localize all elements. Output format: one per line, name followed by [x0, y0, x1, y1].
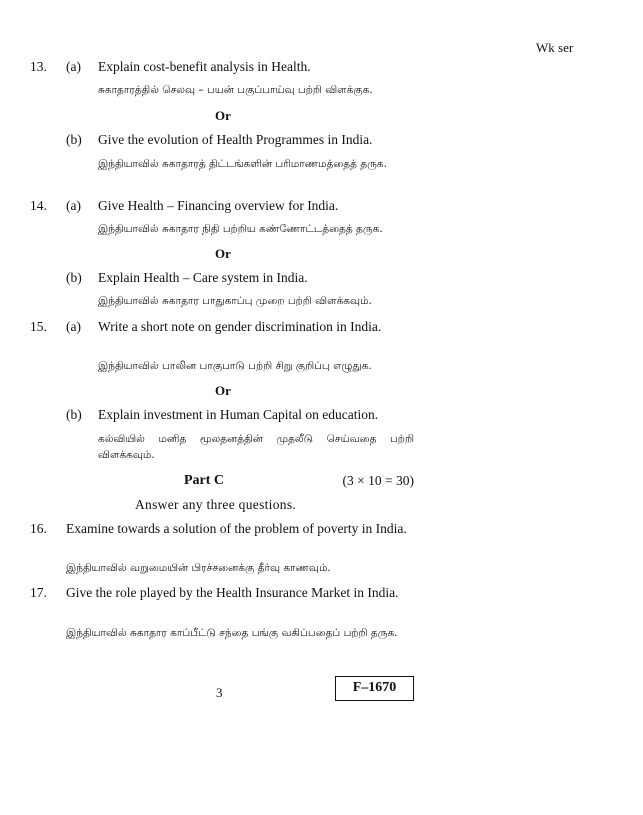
- series-code: Wk ser: [536, 40, 574, 55]
- q13-or: Or: [215, 108, 231, 123]
- q14-a-label: (a): [66, 198, 81, 213]
- q14-b-english: Explain Health – Care system in India.: [98, 270, 308, 285]
- q13-b-label: (b): [66, 132, 82, 147]
- q13-a-tamil: சுகாதாரத்தில் செலவு – பயன் பகுப்பாய்வு பற்றி விளக்குக.: [98, 84, 373, 96]
- question-number-16: 16.: [30, 521, 47, 536]
- q14-b-label: (b): [66, 270, 82, 285]
- part-c-title: Part C: [184, 473, 225, 488]
- q17-english: Give the role played by the Health Insurance Market in India.: [66, 585, 399, 600]
- q15-b-tamil: கல்வியில் மனித மூலதனத்தின் முதலீடு செய்வதை பற்றி விளக்கவும்.: [98, 433, 414, 461]
- question-number-14: 14.: [30, 198, 47, 213]
- q13-b-tamil: இந்தியாவில் சுகாதாரத் திட்டங்களின் பரிமாணமத்தைத் தருக.: [98, 158, 387, 170]
- q15-b-label: (b): [66, 407, 82, 422]
- question-number-13: 13.: [30, 59, 47, 74]
- q14-a-english: Give Health – Financing overview for India.: [98, 198, 339, 213]
- q15-or: Or: [215, 383, 231, 398]
- q15-a-label: (a): [66, 319, 81, 334]
- q15-a-tamil: இந்தியாவில் பாலின பாகுபாடு பற்றி சிறு குறிப்பு எழுதுக.: [98, 360, 372, 372]
- q13-a-english: Explain cost-benefit analysis in Health.: [98, 59, 311, 74]
- q15-a-english: Write a short note on gender discrimination in India.: [98, 319, 382, 334]
- q13-a-label: (a): [66, 59, 81, 74]
- paper-code-box: F–1670: [335, 676, 414, 701]
- question-number-17: 17.: [30, 585, 47, 600]
- q13-b-english: Give the evolution of Health Programmes in India.: [98, 132, 373, 147]
- q17-tamil: இந்தியாவில் சுகாதார காப்பீட்டு சந்தை பங்கு வகிப்பதைப் பற்றி தருக.: [66, 627, 398, 639]
- q14-a-tamil: இந்தியாவில் சுகாதார நிதி பற்றிய கண்ணோட்டத்தைத் தருக.: [98, 223, 383, 235]
- q16-english: Examine towards a solution of the problem of poverty in India.: [66, 521, 407, 536]
- part-c-instruction: Answer any three questions.: [135, 497, 297, 512]
- q15-b-english: Explain investment in Human Capital on education.: [98, 407, 379, 422]
- q14-b-tamil: இந்தியாவில் சுகாதார பாதுகாப்பு முறை பற்றி விளக்கவும்.: [98, 295, 372, 307]
- part-c-marks: (3 × 10 = 30): [342, 473, 414, 488]
- page-number: 3: [216, 685, 223, 700]
- q14-or: Or: [215, 246, 231, 261]
- question-number-15: 15.: [30, 319, 47, 334]
- q16-tamil: இந்தியாவில் வறுமையின் பிரச்சனைக்கு தீர்வு காணவும்.: [66, 562, 331, 574]
